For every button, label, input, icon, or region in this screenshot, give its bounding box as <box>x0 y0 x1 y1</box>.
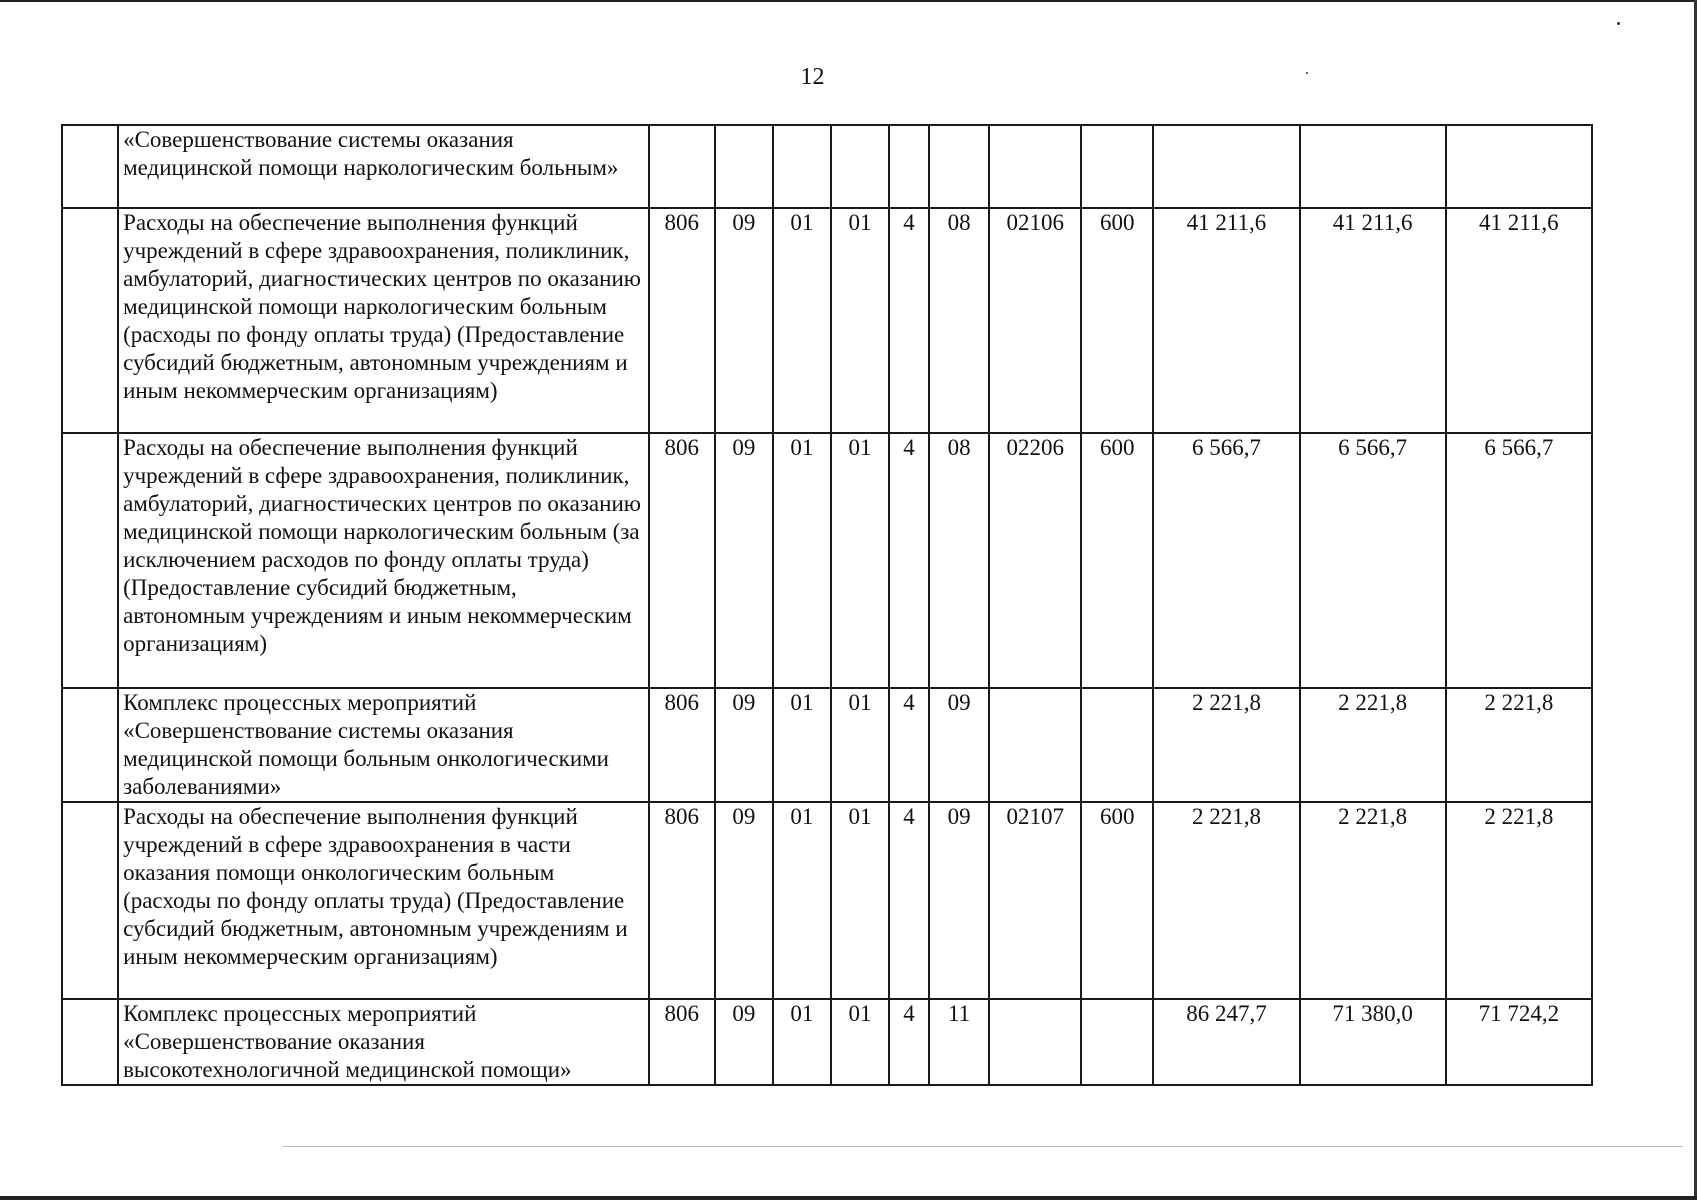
row-number-cell <box>62 125 118 208</box>
code-direction-cell: 02107 <box>989 802 1081 999</box>
code-subprogram-cell: 4 <box>889 802 929 999</box>
code-complex-cell: 11 <box>929 999 989 1085</box>
row-description-cell: Комплекс процессных мероприятий «Совершенствование оказания высокотехнологичной медицинской помощи» <box>118 999 649 1085</box>
code-complex-cell: 08 <box>929 208 989 433</box>
code-expense-type-cell: 600 <box>1081 208 1153 433</box>
amount-year-3-cell: 71 724,2 <box>1446 999 1592 1085</box>
amount-year-3-cell: 6 566,7 <box>1446 433 1592 688</box>
code-complex-cell: 08 <box>929 433 989 688</box>
code-subsection-cell: 01 <box>773 688 831 802</box>
code-subprogram-cell: 4 <box>889 688 929 802</box>
amount-year-3-cell: 2 221,8 <box>1446 688 1592 802</box>
code-subprogram-cell: 4 <box>889 208 929 433</box>
code-subprogram-cell: 4 <box>889 999 929 1085</box>
amount-year-2-cell <box>1300 125 1446 208</box>
code-section-cell: 09 <box>715 999 773 1085</box>
row-number-cell <box>62 802 118 999</box>
code-section-cell: 09 <box>715 688 773 802</box>
amount-year-1-cell: 86 247,7 <box>1153 999 1299 1085</box>
code-direction-cell <box>989 999 1081 1085</box>
code-direction-cell: 02206 <box>989 433 1081 688</box>
row-number-cell <box>62 999 118 1085</box>
code-expense-type-cell <box>1081 999 1153 1085</box>
table-row <box>62 433 1592 688</box>
amount-year-1-cell <box>1153 125 1299 208</box>
code-complex-cell: 09 <box>929 688 989 802</box>
amount-year-1-cell: 41 211,6 <box>1153 208 1299 433</box>
code-expense-type-cell <box>1081 125 1153 208</box>
amount-year-2-cell: 6 566,7 <box>1300 433 1446 688</box>
table-row <box>62 999 1592 1085</box>
row-description-cell: Расходы на обеспечение выполнения функций учреждений в сфере здравоохранения, поликлиник, амбулаторий, диагностических центров по оказанию медицинской помощи наркологическим больным (за исключением расходов по фонду оплаты труда) (Предоставление субсидий бюджетным, автономным учреждениям и иным некоммерческим организациям) <box>118 433 649 688</box>
table-row <box>62 125 1592 208</box>
amount-year-3-cell <box>1446 125 1592 208</box>
amount-year-2-cell: 71 380,0 <box>1300 999 1446 1085</box>
code-subsection-cell: 01 <box>773 999 831 1085</box>
table-row <box>62 688 1592 802</box>
amount-year-3-cell: 41 211,6 <box>1446 208 1592 433</box>
code-gov-cell: 806 <box>649 208 715 433</box>
scan-speck <box>1617 22 1620 25</box>
scan-faint-line <box>283 1146 1683 1147</box>
code-program-cell: 01 <box>831 208 889 433</box>
code-direction-cell <box>989 125 1081 208</box>
page-number: 12 <box>800 64 825 90</box>
code-gov-cell: 806 <box>649 999 715 1085</box>
row-description-cell: Комплекс процессных мероприятий «Совершенствование системы оказания медицинской помощи больным онкологическими заболеваниями» <box>118 688 649 802</box>
code-section-cell: 09 <box>715 208 773 433</box>
row-number-cell <box>62 433 118 688</box>
code-program-cell: 01 <box>831 802 889 999</box>
row-description-cell: Расходы на обеспечение выполнения функций учреждений в сфере здравоохранения в части оказания помощи онкологическим больным (расходы по фонду оплаты труда) (Предоставление субсидий бюджетным, автономным учреждениям и иным некоммерческим организациям) <box>118 802 649 999</box>
code-subsection-cell: 01 <box>773 208 831 433</box>
code-gov-cell <box>649 125 715 208</box>
code-expense-type-cell: 600 <box>1081 433 1153 688</box>
code-program-cell: 01 <box>831 433 889 688</box>
code-gov-cell: 806 <box>649 433 715 688</box>
scan-edge-top <box>0 0 1697 2</box>
amount-year-1-cell: 2 221,8 <box>1153 802 1299 999</box>
amount-year-2-cell: 41 211,6 <box>1300 208 1446 433</box>
row-description-cell: «Совершенствование системы оказания медицинской помощи наркологическим больным» <box>118 125 649 208</box>
code-subprogram-cell <box>889 125 929 208</box>
code-gov-cell: 806 <box>649 802 715 999</box>
row-description-cell: Расходы на обеспечение выполнения функций учреждений в сфере здравоохранения, поликлиник, амбулаторий, диагностических центров по оказанию медицинской помощи наркологическим больным (расходы по фонду оплаты труда) (Предоставление субсидий бюджетным, автономным учреждениям и иным некоммерческим организациям) <box>118 208 649 433</box>
amount-year-3-cell: 2 221,8 <box>1446 802 1592 999</box>
code-complex-cell <box>929 125 989 208</box>
code-expense-type-cell: 600 <box>1081 802 1153 999</box>
amount-year-1-cell: 2 221,8 <box>1153 688 1299 802</box>
code-complex-cell: 09 <box>929 802 989 999</box>
code-program-cell: 01 <box>831 999 889 1085</box>
code-direction-cell: 02106 <box>989 208 1081 433</box>
code-gov-cell: 806 <box>649 688 715 802</box>
budget-table <box>61 124 1593 1086</box>
amount-year-2-cell: 2 221,8 <box>1300 802 1446 999</box>
code-program-cell <box>831 125 889 208</box>
code-subsection-cell: 01 <box>773 433 831 688</box>
table-row <box>62 208 1592 433</box>
code-subsection-cell: 01 <box>773 802 831 999</box>
code-subprogram-cell: 4 <box>889 433 929 688</box>
row-number-cell <box>62 208 118 433</box>
code-expense-type-cell <box>1081 688 1153 802</box>
row-number-cell <box>62 688 118 802</box>
code-program-cell: 01 <box>831 688 889 802</box>
code-direction-cell <box>989 688 1081 802</box>
amount-year-1-cell: 6 566,7 <box>1153 433 1299 688</box>
code-subsection-cell <box>773 125 831 208</box>
code-section-cell: 09 <box>715 433 773 688</box>
code-section-cell: 09 <box>715 802 773 999</box>
amount-year-2-cell: 2 221,8 <box>1300 688 1446 802</box>
scan-edge-bottom <box>0 1196 1697 1200</box>
table-row <box>62 802 1592 999</box>
code-section-cell <box>715 125 773 208</box>
